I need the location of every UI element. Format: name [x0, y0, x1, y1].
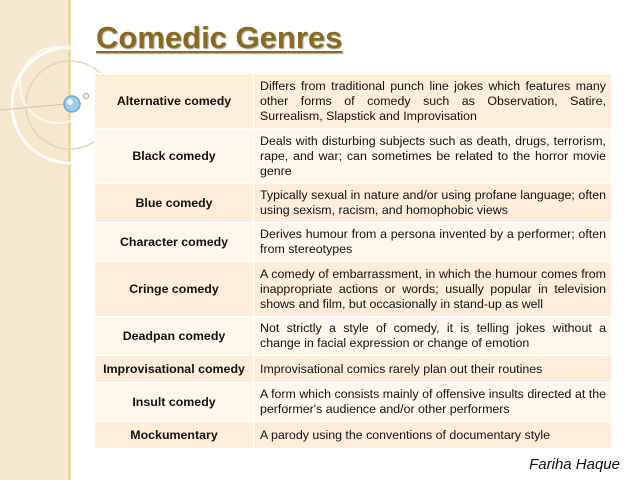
description-cell: Not strictly a style of comedy, it is telling jokes without a change in facial expression or change of emotion	[254, 317, 612, 356]
table-row	[95, 262, 612, 317]
description-cell: Differs from traditional punch line jokes which features many other forms of comedy such as Observation, Satire, Surrealism, Slapstick and Improvisation	[254, 74, 612, 129]
genre-cell: Improvisational comedy	[95, 356, 254, 383]
genre-cell: Cringe comedy	[95, 262, 254, 317]
table-row	[95, 129, 612, 184]
genre-cell: Deadpan comedy	[95, 317, 254, 356]
table-row	[95, 383, 612, 422]
table-row	[95, 317, 612, 356]
description-cell: Improvisational comics rarely plan out their routines	[254, 356, 612, 383]
description-cell: Derives humour from a persona invented by a performer; often from stereotypes	[254, 223, 612, 262]
genre-cell: Mockumentary	[95, 422, 254, 449]
table-row	[95, 422, 612, 449]
genre-cell: Alternative comedy	[95, 74, 254, 129]
genre-cell: Character comedy	[95, 223, 254, 262]
description-cell: A comedy of embarrassment, in which the humour comes from inappropriate actions or words; usually popular in television shows and film, but occasionally in stand-up as well	[254, 262, 612, 317]
slide-title: Comedic Genres	[96, 20, 343, 55]
description-cell: A parody using the conventions of documentary style	[254, 422, 612, 449]
table-row	[95, 356, 612, 383]
description-cell: Deals with disturbing subjects such as death, drugs, terrorism, rape, and war; can sometimes be related to the horror movie genre	[254, 129, 612, 184]
genre-cell: Insult comedy	[95, 383, 254, 422]
comedic-genres-table	[94, 73, 612, 449]
author-name: Fariha Haque	[529, 456, 620, 473]
genre-cell: Blue comedy	[95, 184, 254, 223]
description-cell: Typically sexual in nature and/or using profane language; often using sexism, racism, and homophobic views	[254, 184, 612, 223]
table-row	[95, 223, 612, 262]
table-row	[95, 74, 612, 129]
table-row	[95, 184, 612, 223]
genre-cell: Black comedy	[95, 129, 254, 184]
description-cell: A form which consists mainly of offensive insults directed at the performer's audience and/or other performers	[254, 383, 612, 422]
